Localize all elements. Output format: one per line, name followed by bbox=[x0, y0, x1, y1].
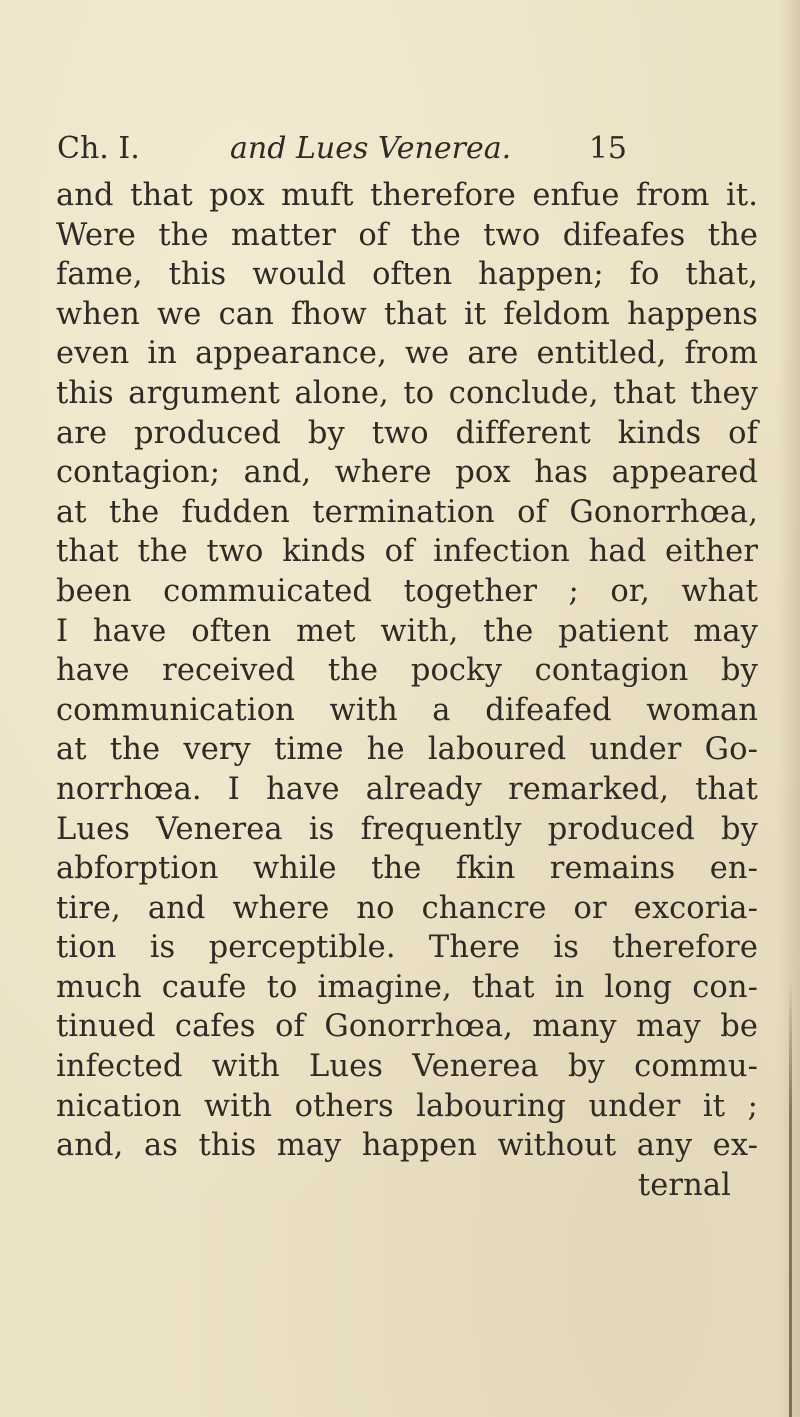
text-line: at the very time he laboured under Go- bbox=[56, 732, 758, 768]
text-line: infected with Lues Venerea by commu- bbox=[56, 1049, 758, 1085]
text-line: at the fudden termination of Gonorrhœa, bbox=[56, 494, 758, 530]
text-line: Were the matter of the two difeafes the bbox=[56, 217, 758, 253]
text-line: tire, and where no chancre or excoria- bbox=[56, 890, 758, 926]
text-line: much caufe to imagine, that in long con- bbox=[56, 969, 758, 1005]
text-line: have received the pocky contagion by bbox=[56, 653, 758, 689]
text-line: and that pox muft therefore enfue from it. bbox=[56, 178, 758, 213]
text-line: even in appearance, we are entitled, from bbox=[56, 336, 758, 372]
chapter-label: Ch. I. bbox=[57, 131, 140, 166]
text-line: Lues Venerea is frequently produced by bbox=[56, 811, 758, 847]
text-line: this argument alone, to conclude, that they bbox=[56, 375, 758, 411]
text-line: contagion; and, where pox has appeared bbox=[56, 455, 758, 491]
text-line: tion is perceptible. There is therefore bbox=[56, 930, 758, 966]
text-line: tinued cafes of Gonorrhœa, many may be bbox=[56, 1009, 758, 1045]
page-number: 15 bbox=[588, 131, 627, 166]
text-line: that the two kinds of infection had either bbox=[56, 534, 758, 570]
text-line: communication with a difeafed woman bbox=[56, 692, 758, 728]
text-line: are produced by two different kinds of bbox=[56, 415, 758, 451]
text-line: been commuicated together ; or, what bbox=[56, 573, 758, 609]
text-line: abforption while the fkin remains en- bbox=[56, 851, 758, 887]
page-edge-line bbox=[789, 980, 792, 1417]
text-line: when we can fhow that it feldom happens bbox=[56, 296, 758, 332]
text-line: nication with others labouring under it ; bbox=[56, 1088, 758, 1124]
running-head bbox=[57, 126, 627, 172]
text-line: norrhœa. I have already remarked, that bbox=[56, 771, 758, 807]
running-title: and Lues Venerea. bbox=[230, 131, 512, 166]
text-line: fame, this would often happen; fo that, bbox=[56, 257, 758, 293]
body-text bbox=[56, 176, 758, 1205]
text-line: I have often met with, the patient may bbox=[56, 613, 758, 649]
catchword: ternal bbox=[637, 1167, 731, 1203]
text-line: and, as this may happen without any ex- bbox=[56, 1128, 758, 1164]
